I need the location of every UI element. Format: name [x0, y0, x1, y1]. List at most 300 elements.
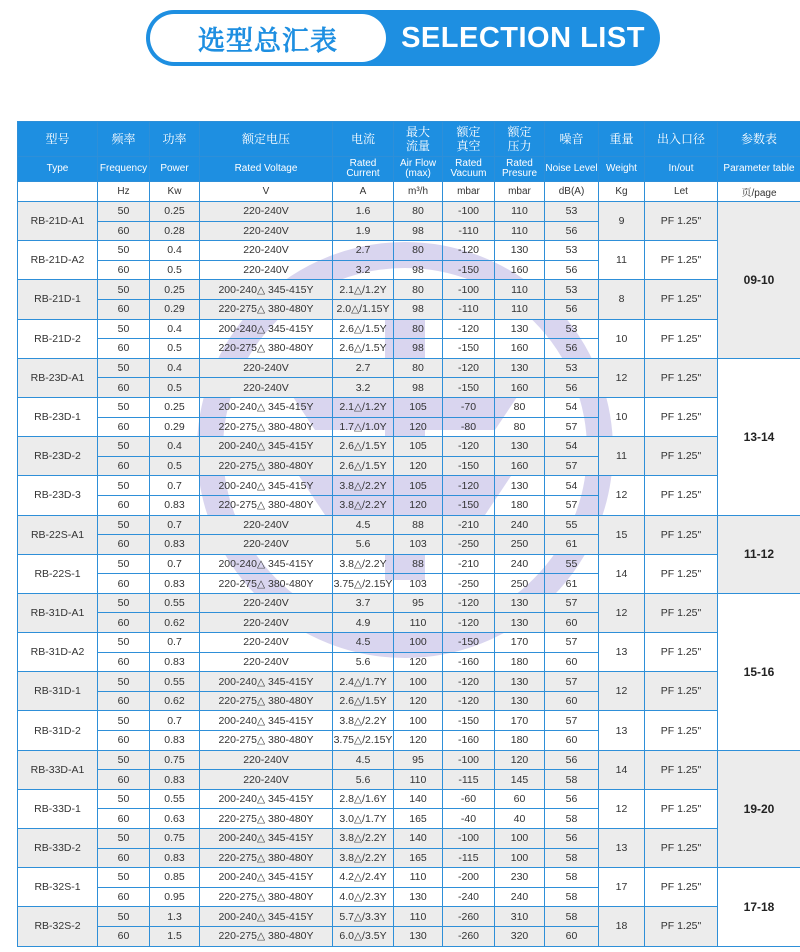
- rated-vacuum-cell: -120: [443, 691, 495, 711]
- rated-voltage-cell: 220-240V: [200, 202, 333, 222]
- rated-pressure-cell: 130: [495, 613, 545, 633]
- frequency-cell: 60: [98, 378, 150, 398]
- power-cell: 1.3: [150, 907, 200, 927]
- weight-cell: 12: [599, 672, 645, 711]
- noise-level-cell: 57: [545, 417, 599, 437]
- rated-voltage-cell: 200-240△ 345-415Y: [200, 397, 333, 417]
- rated-voltage-cell: 220-275△ 380-480Y: [200, 299, 333, 319]
- model-name: RB-31D-A1: [18, 593, 98, 632]
- rated-vacuum-cell: -100: [443, 202, 495, 222]
- table-row: [18, 750, 800, 770]
- noise-level-cell: 58: [545, 848, 599, 868]
- rated-voltage-cell: 200-240△ 345-415Y: [200, 476, 333, 496]
- noise-level-cell: 58: [545, 907, 599, 927]
- power-cell: 0.5: [150, 260, 200, 280]
- air-flow-cell: 98: [394, 339, 443, 359]
- rated-pressure-cell: 180: [495, 731, 545, 751]
- weight-cell: 8: [599, 280, 645, 319]
- model-name: RB-22S-1: [18, 554, 98, 593]
- rated-vacuum-cell: -120: [443, 672, 495, 692]
- column-unit: dB(A): [545, 182, 599, 202]
- port-cell: PF 1.25": [645, 711, 718, 750]
- air-flow-cell: 140: [394, 789, 443, 809]
- column-header-cn: 频率: [98, 122, 150, 157]
- frequency-cell: 50: [98, 202, 150, 222]
- rated-vacuum-cell: -210: [443, 515, 495, 535]
- rated-current-cell: 3.8△/2.2Y: [333, 829, 394, 849]
- model-name: RB-21D-A1: [18, 202, 98, 241]
- rated-pressure-cell: 130: [495, 593, 545, 613]
- port-cell: PF 1.25": [645, 789, 718, 828]
- rated-current-cell: 5.7△/3.3Y: [333, 907, 394, 927]
- frequency-cell: 50: [98, 711, 150, 731]
- power-cell: 0.83: [150, 848, 200, 868]
- weight-cell: 12: [599, 476, 645, 515]
- rated-vacuum-cell: -260: [443, 926, 495, 946]
- air-flow-cell: 165: [394, 809, 443, 829]
- title-en: SELECTION LIST: [401, 21, 645, 54]
- rated-pressure-cell: 110: [495, 280, 545, 300]
- weight-cell: 11: [599, 437, 645, 476]
- noise-level-cell: 57: [545, 593, 599, 613]
- rated-voltage-cell: 220-275△ 380-480Y: [200, 417, 333, 437]
- noise-level-cell: 56: [545, 339, 599, 359]
- noise-level-cell: 53: [545, 202, 599, 222]
- rated-current-cell: 3.2: [333, 378, 394, 398]
- rated-pressure-cell: 130: [495, 319, 545, 339]
- frequency-cell: 60: [98, 417, 150, 437]
- rated-voltage-cell: 200-240△ 345-415Y: [200, 280, 333, 300]
- noise-level-cell: 55: [545, 554, 599, 574]
- rated-voltage-cell: 220-240V: [200, 378, 333, 398]
- air-flow-cell: 110: [394, 907, 443, 927]
- rated-voltage-cell: 220-240V: [200, 593, 333, 613]
- air-flow-cell: 105: [394, 437, 443, 457]
- air-flow-cell: 105: [394, 476, 443, 496]
- rated-voltage-cell: 220-240V: [200, 613, 333, 633]
- noise-level-cell: 57: [545, 633, 599, 653]
- air-flow-cell: 120: [394, 417, 443, 437]
- frequency-cell: 50: [98, 907, 150, 927]
- rated-vacuum-cell: -40: [443, 809, 495, 829]
- power-cell: 0.83: [150, 495, 200, 515]
- power-cell: 0.25: [150, 202, 200, 222]
- weight-cell: 17: [599, 868, 645, 907]
- rated-voltage-cell: 220-275△ 380-480Y: [200, 339, 333, 359]
- column-header-cn: 额定电压: [200, 122, 333, 157]
- air-flow-cell: 100: [394, 633, 443, 653]
- frequency-cell: 50: [98, 358, 150, 378]
- column-unit: Kg: [599, 182, 645, 202]
- rated-current-cell: 3.8△/2.2Y: [333, 476, 394, 496]
- rated-current-cell: 2.7: [333, 358, 394, 378]
- column-header-en: Weight: [599, 157, 645, 182]
- air-flow-cell: 110: [394, 770, 443, 790]
- air-flow-cell: 130: [394, 887, 443, 907]
- model-name: RB-31D-2: [18, 711, 98, 750]
- noise-level-cell: 61: [545, 535, 599, 555]
- rated-pressure-cell: 180: [495, 495, 545, 515]
- rated-pressure-cell: 320: [495, 926, 545, 946]
- noise-level-cell: 60: [545, 652, 599, 672]
- rated-voltage-cell: 220-240V: [200, 260, 333, 280]
- column-header-cn: 额定 压力: [495, 122, 545, 157]
- rated-pressure-cell: 180: [495, 652, 545, 672]
- power-cell: 0.4: [150, 241, 200, 261]
- power-cell: 0.75: [150, 750, 200, 770]
- rated-voltage-cell: 200-240△ 345-415Y: [200, 829, 333, 849]
- table-body: [18, 202, 800, 947]
- rated-pressure-cell: 110: [495, 221, 545, 241]
- frequency-cell: 60: [98, 926, 150, 946]
- column-header-en: Air Flow (max): [394, 157, 443, 182]
- power-cell: 0.25: [150, 280, 200, 300]
- rated-current-cell: 3.8△/2.2Y: [333, 495, 394, 515]
- model-name: RB-23D-2: [18, 437, 98, 476]
- power-cell: 0.55: [150, 593, 200, 613]
- frequency-cell: 50: [98, 829, 150, 849]
- model-name: RB-21D-A2: [18, 241, 98, 280]
- port-cell: PF 1.25": [645, 397, 718, 436]
- rated-pressure-cell: 240: [495, 887, 545, 907]
- rated-vacuum-cell: -120: [443, 613, 495, 633]
- port-cell: PF 1.25": [645, 241, 718, 280]
- rated-voltage-cell: 200-240△ 345-415Y: [200, 907, 333, 927]
- rated-vacuum-cell: -150: [443, 633, 495, 653]
- rated-voltage-cell: 200-240△ 345-415Y: [200, 319, 333, 339]
- power-cell: 0.83: [150, 770, 200, 790]
- air-flow-cell: 98: [394, 378, 443, 398]
- rated-current-cell: 2.0△/1.15Y: [333, 299, 394, 319]
- rated-current-cell: 4.5: [333, 750, 394, 770]
- rated-vacuum-cell: -115: [443, 848, 495, 868]
- rated-vacuum-cell: -100: [443, 280, 495, 300]
- rated-voltage-cell: 200-240△ 345-415Y: [200, 437, 333, 457]
- rated-pressure-cell: 130: [495, 672, 545, 692]
- column-header-en: Rated Voltage: [200, 157, 333, 182]
- noise-level-cell: 56: [545, 221, 599, 241]
- air-flow-cell: 98: [394, 260, 443, 280]
- rated-vacuum-cell: -150: [443, 456, 495, 476]
- column-unit: V: [200, 182, 333, 202]
- port-cell: PF 1.25": [645, 829, 718, 868]
- model-name: RB-33D-A1: [18, 750, 98, 789]
- rated-current-cell: 2.6△/1.5Y: [333, 691, 394, 711]
- rated-voltage-cell: 220-240V: [200, 241, 333, 261]
- noise-level-cell: 57: [545, 495, 599, 515]
- frequency-cell: 50: [98, 241, 150, 261]
- rated-current-cell: 4.0△/2.3Y: [333, 887, 394, 907]
- noise-level-cell: 61: [545, 574, 599, 594]
- weight-cell: 14: [599, 750, 645, 789]
- column-unit: 页/page: [718, 182, 800, 202]
- model-name: RB-23D-1: [18, 397, 98, 436]
- rated-vacuum-cell: -120: [443, 241, 495, 261]
- table-row: [18, 907, 800, 927]
- rated-current-cell: 2.1△/1.2Y: [333, 280, 394, 300]
- frequency-cell: 50: [98, 437, 150, 457]
- frequency-cell: 60: [98, 731, 150, 751]
- table-row: [18, 711, 800, 731]
- rated-vacuum-cell: -100: [443, 750, 495, 770]
- rated-voltage-cell: 200-240△ 345-415Y: [200, 789, 333, 809]
- noise-level-cell: 54: [545, 397, 599, 417]
- weight-cell: 18: [599, 907, 645, 946]
- rated-voltage-cell: 220-275△ 380-480Y: [200, 926, 333, 946]
- power-cell: 0.7: [150, 515, 200, 535]
- rated-current-cell: 5.6: [333, 535, 394, 555]
- table-row: [18, 868, 800, 888]
- power-cell: 0.28: [150, 221, 200, 241]
- model-name: RB-21D-1: [18, 280, 98, 319]
- header-row-cn: [18, 122, 800, 157]
- rated-pressure-cell: 60: [495, 789, 545, 809]
- air-flow-cell: 98: [394, 299, 443, 319]
- frequency-cell: 50: [98, 750, 150, 770]
- rated-current-cell: 5.6: [333, 770, 394, 790]
- port-cell: PF 1.25": [645, 202, 718, 241]
- air-flow-cell: 120: [394, 456, 443, 476]
- power-cell: 0.83: [150, 731, 200, 751]
- rated-vacuum-cell: -110: [443, 299, 495, 319]
- rated-current-cell: 2.6△/1.5Y: [333, 437, 394, 457]
- table-row: [18, 358, 800, 378]
- port-cell: PF 1.25": [645, 437, 718, 476]
- rated-current-cell: 6.0△/3.5Y: [333, 926, 394, 946]
- rated-pressure-cell: 240: [495, 515, 545, 535]
- column-header-cn: 型号: [18, 122, 98, 157]
- column-header-en: Type: [18, 157, 98, 182]
- table-row: [18, 241, 800, 261]
- column-unit: A: [333, 182, 394, 202]
- air-flow-cell: 110: [394, 613, 443, 633]
- power-cell: 0.63: [150, 809, 200, 829]
- frequency-cell: 50: [98, 319, 150, 339]
- rated-current-cell: 3.8△/2.2Y: [333, 711, 394, 731]
- rated-vacuum-cell: -120: [443, 593, 495, 613]
- frequency-cell: 50: [98, 280, 150, 300]
- port-cell: PF 1.25": [645, 868, 718, 907]
- rated-voltage-cell: 220-240V: [200, 535, 333, 555]
- frequency-cell: 50: [98, 515, 150, 535]
- column-header-en: Frequency: [98, 157, 150, 182]
- rated-vacuum-cell: -120: [443, 437, 495, 457]
- selection-table-wrapper: [17, 121, 800, 947]
- rated-current-cell: 2.6△/1.5Y: [333, 339, 394, 359]
- column-header-en: Rated Presure: [495, 157, 545, 182]
- rated-current-cell: 3.75△/2.15Y: [333, 731, 394, 751]
- power-cell: 0.83: [150, 574, 200, 594]
- header-row-en: [18, 157, 800, 182]
- power-cell: 0.62: [150, 613, 200, 633]
- noise-level-cell: 53: [545, 241, 599, 261]
- column-unit: mbar: [443, 182, 495, 202]
- rated-vacuum-cell: -70: [443, 397, 495, 417]
- table-row: [18, 829, 800, 849]
- noise-level-cell: 56: [545, 299, 599, 319]
- rated-current-cell: 1.7△/1.0Y: [333, 417, 394, 437]
- rated-voltage-cell: 200-240△ 345-415Y: [200, 672, 333, 692]
- rated-voltage-cell: 220-240V: [200, 221, 333, 241]
- rated-current-cell: 2.4△/1.7Y: [333, 672, 394, 692]
- rated-voltage-cell: 220-275△ 380-480Y: [200, 731, 333, 751]
- port-cell: PF 1.25": [645, 750, 718, 789]
- rated-voltage-cell: 200-240△ 345-415Y: [200, 554, 333, 574]
- air-flow-cell: 103: [394, 535, 443, 555]
- port-cell: PF 1.25": [645, 672, 718, 711]
- rated-vacuum-cell: -160: [443, 652, 495, 672]
- noise-level-cell: 57: [545, 711, 599, 731]
- title-cn: 选型总汇表: [198, 25, 338, 57]
- frequency-cell: 50: [98, 593, 150, 613]
- weight-cell: 13: [599, 829, 645, 868]
- weight-cell: 9: [599, 202, 645, 241]
- column-unit: Let: [645, 182, 718, 202]
- noise-level-cell: 56: [545, 750, 599, 770]
- air-flow-cell: 110: [394, 868, 443, 888]
- frequency-cell: 60: [98, 848, 150, 868]
- rated-pressure-cell: 130: [495, 476, 545, 496]
- rated-pressure-cell: 160: [495, 339, 545, 359]
- column-header-en: Rated Vacuum: [443, 157, 495, 182]
- rated-voltage-cell: 220-275△ 380-480Y: [200, 887, 333, 907]
- weight-cell: 11: [599, 241, 645, 280]
- air-flow-cell: 120: [394, 652, 443, 672]
- power-cell: 0.7: [150, 711, 200, 731]
- power-cell: 0.7: [150, 476, 200, 496]
- noise-level-cell: 56: [545, 260, 599, 280]
- air-flow-cell: 80: [394, 358, 443, 378]
- port-cell: PF 1.25": [645, 476, 718, 515]
- noise-level-cell: 55: [545, 515, 599, 535]
- noise-level-cell: 54: [545, 437, 599, 457]
- noise-level-cell: 53: [545, 358, 599, 378]
- rated-vacuum-cell: -100: [443, 829, 495, 849]
- table-row: [18, 319, 800, 339]
- title-banner: [146, 10, 660, 66]
- rated-current-cell: 3.0△/1.7Y: [333, 809, 394, 829]
- rated-pressure-cell: 100: [495, 848, 545, 868]
- rated-voltage-cell: 220-275△ 380-480Y: [200, 691, 333, 711]
- rated-pressure-cell: 130: [495, 437, 545, 457]
- rated-vacuum-cell: -160: [443, 731, 495, 751]
- column-header-cn: 功率: [150, 122, 200, 157]
- power-cell: 0.29: [150, 299, 200, 319]
- rated-pressure-cell: 80: [495, 397, 545, 417]
- rated-current-cell: 4.5: [333, 515, 394, 535]
- rated-vacuum-cell: -60: [443, 789, 495, 809]
- power-cell: 0.4: [150, 358, 200, 378]
- power-cell: 0.55: [150, 672, 200, 692]
- rated-vacuum-cell: -115: [443, 770, 495, 790]
- noise-level-cell: 60: [545, 731, 599, 751]
- page-ref-cell: 13-14: [718, 358, 800, 515]
- rated-pressure-cell: 160: [495, 456, 545, 476]
- frequency-cell: 50: [98, 476, 150, 496]
- rated-pressure-cell: 240: [495, 554, 545, 574]
- rated-voltage-cell: 220-275△ 380-480Y: [200, 848, 333, 868]
- column-header-cn: 参数表: [718, 122, 800, 157]
- frequency-cell: 60: [98, 613, 150, 633]
- model-name: RB-31D-1: [18, 672, 98, 711]
- noise-level-cell: 60: [545, 613, 599, 633]
- model-name: RB-22S-A1: [18, 515, 98, 554]
- rated-vacuum-cell: -80: [443, 417, 495, 437]
- table-row: [18, 593, 800, 613]
- power-cell: 0.4: [150, 319, 200, 339]
- rated-current-cell: 1.9: [333, 221, 394, 241]
- rated-pressure-cell: 130: [495, 241, 545, 261]
- banner-cn-pill: [150, 14, 386, 62]
- rated-voltage-cell: 220-275△ 380-480Y: [200, 809, 333, 829]
- air-flow-cell: 100: [394, 672, 443, 692]
- rated-current-cell: 2.1△/1.2Y: [333, 397, 394, 417]
- column-unit: m³/h: [394, 182, 443, 202]
- frequency-cell: 60: [98, 260, 150, 280]
- power-cell: 0.95: [150, 887, 200, 907]
- air-flow-cell: 140: [394, 829, 443, 849]
- port-cell: PF 1.25": [645, 358, 718, 397]
- port-cell: PF 1.25": [645, 515, 718, 554]
- port-cell: PF 1.25": [645, 633, 718, 672]
- rated-current-cell: 3.2: [333, 260, 394, 280]
- rated-current-cell: 4.5: [333, 633, 394, 653]
- weight-cell: 10: [599, 319, 645, 358]
- air-flow-cell: 120: [394, 495, 443, 515]
- column-header-cn: 额定 真空: [443, 122, 495, 157]
- rated-voltage-cell: 220-240V: [200, 770, 333, 790]
- rated-current-cell: 4.2△/2.4Y: [333, 868, 394, 888]
- noise-level-cell: 57: [545, 456, 599, 476]
- air-flow-cell: 100: [394, 711, 443, 731]
- rated-current-cell: 4.9: [333, 613, 394, 633]
- power-cell: 0.7: [150, 554, 200, 574]
- rated-pressure-cell: 250: [495, 535, 545, 555]
- rated-vacuum-cell: -250: [443, 535, 495, 555]
- rated-voltage-cell: 220-275△ 380-480Y: [200, 574, 333, 594]
- rated-vacuum-cell: -110: [443, 221, 495, 241]
- rated-pressure-cell: 130: [495, 358, 545, 378]
- table-row: [18, 202, 800, 222]
- column-unit: Kw: [150, 182, 200, 202]
- air-flow-cell: 80: [394, 319, 443, 339]
- column-header-cn: 最大 流量: [394, 122, 443, 157]
- noise-level-cell: 58: [545, 770, 599, 790]
- frequency-cell: 50: [98, 789, 150, 809]
- air-flow-cell: 80: [394, 280, 443, 300]
- rated-voltage-cell: 220-240V: [200, 358, 333, 378]
- air-flow-cell: 80: [394, 202, 443, 222]
- noise-level-cell: 58: [545, 809, 599, 829]
- rated-voltage-cell: 220-240V: [200, 750, 333, 770]
- rated-current-cell: 1.6: [333, 202, 394, 222]
- frequency-cell: 60: [98, 770, 150, 790]
- rated-pressure-cell: 160: [495, 260, 545, 280]
- port-cell: PF 1.25": [645, 319, 718, 358]
- port-cell: PF 1.25": [645, 280, 718, 319]
- column-header-en: Rated Current: [333, 157, 394, 182]
- power-cell: 0.83: [150, 652, 200, 672]
- rated-pressure-cell: 170: [495, 633, 545, 653]
- air-flow-cell: 95: [394, 750, 443, 770]
- frequency-cell: 60: [98, 299, 150, 319]
- page-ref-cell: 09-10: [718, 202, 800, 359]
- frequency-cell: 60: [98, 652, 150, 672]
- frequency-cell: 50: [98, 633, 150, 653]
- noise-level-cell: 54: [545, 476, 599, 496]
- page-ref-cell: 15-16: [718, 593, 800, 750]
- model-name: RB-23D-3: [18, 476, 98, 515]
